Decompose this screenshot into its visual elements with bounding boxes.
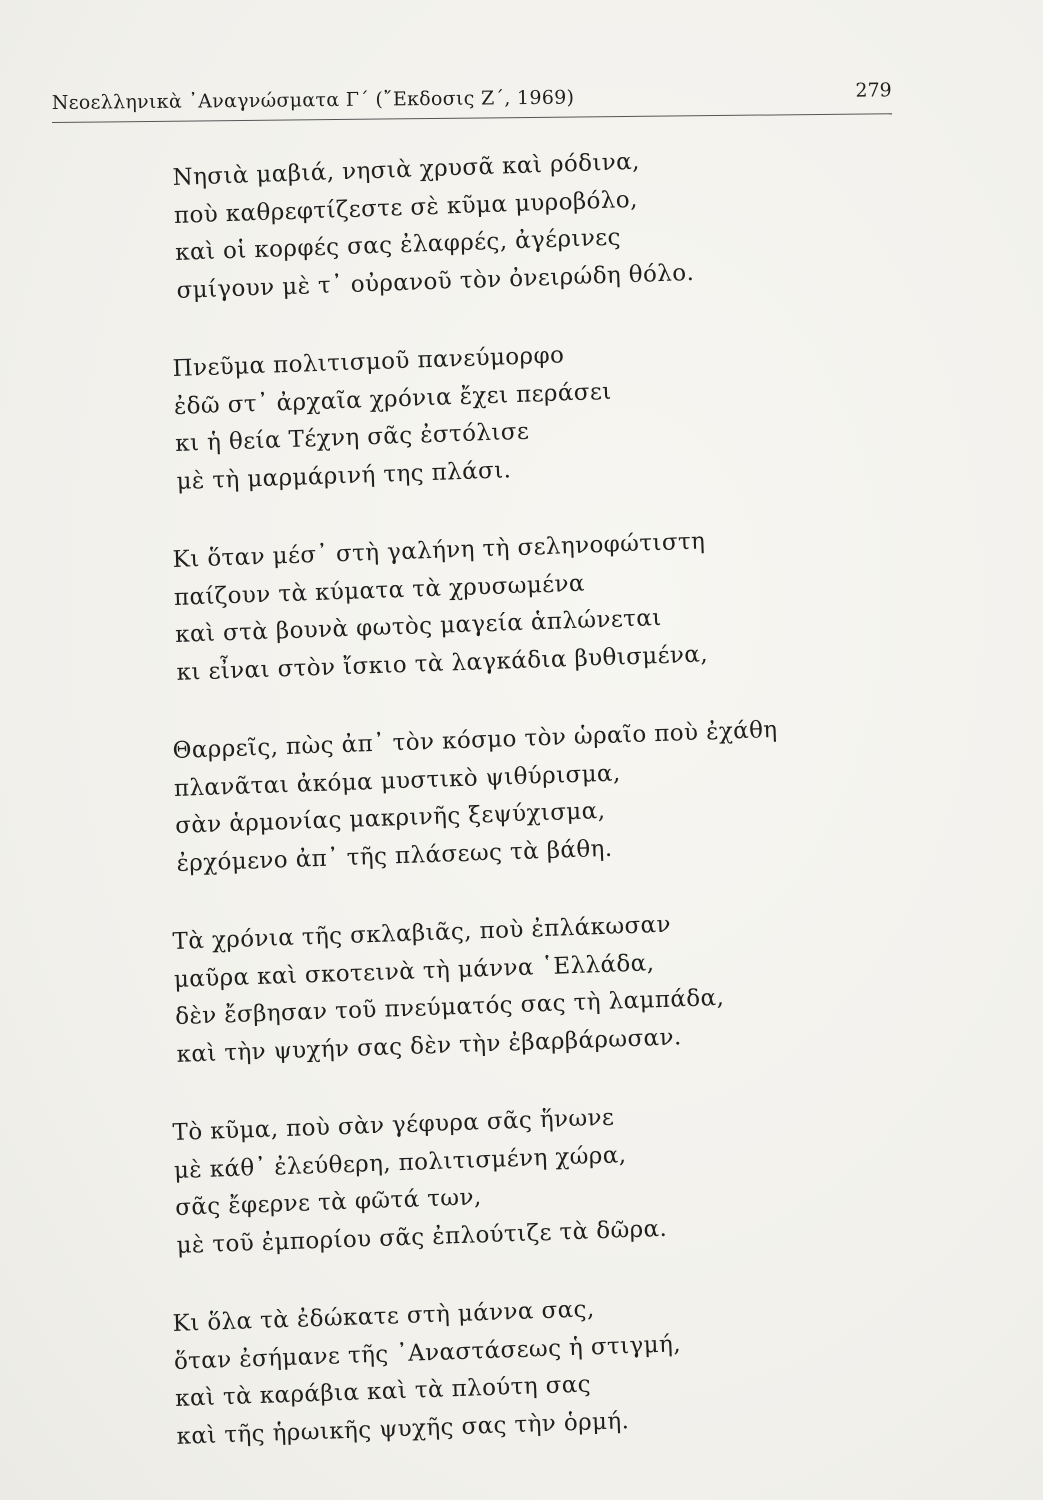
poem	[172, 148, 872, 1456]
stanza	[172, 1091, 877, 1265]
poem-line: ποὺ καθρεφτίζεστε σὲ κῦμα μυροβόλο,	[173, 186, 639, 229]
page-number: 279	[855, 79, 892, 102]
poem-line: μαῦρα καὶ σκοτεινὰ τὴ μάννα ῾Ελλάδα,	[173, 949, 655, 993]
stanza	[172, 709, 877, 883]
poem-line: καὶ τὴν ψυχήν σας δὲν τὴν ἐβαρβάρωσαν.	[176, 1023, 682, 1068]
poem-line: ἐρχόμενο ἀπ᾿ τῆς πλάσεως τὰ βάθη.	[176, 835, 613, 877]
poem-line: καὶ οἱ κορφές σας ἐλαφρές, ἀγέρινες	[174, 224, 622, 266]
poem-line: κι εἶναι στὸν ἴσκιο τὰ λαγκάδια βυθισμένα,	[176, 640, 709, 686]
running-header	[52, 79, 892, 123]
poem-line: κι ἡ θεία Τέχνη σᾶς ἐστόλισε	[174, 418, 530, 457]
poem-line: δὲν ἔσβησαν τοῦ πνεύματός σας τὴ λαμπάδα,	[174, 984, 725, 1030]
poem-line: καὶ τὰ καράβια καὶ τὰ πλούτη σας	[174, 1371, 592, 1412]
poem-line: ὅταν ἐσήμανε τῆς ᾿Αναστάσεως ἡ στιγμή,	[173, 1330, 682, 1375]
stanza	[172, 900, 877, 1074]
poem-line: Θαρρεῖς, πὼς ἀπ᾿ τὸν κόσμο τὸν ὡραῖο ποὺ ἐχάθη	[172, 716, 778, 764]
poem-line: μὲ τοῦ ἐμπορίου σᾶς ἐπλούτιζε τὰ δῶρα.	[176, 1215, 668, 1259]
poem-line: πλανᾶται ἀκόμα μυστικὸ ψιθύρισμα,	[173, 759, 622, 802]
poem-line: σὰν ἁρμονίας μακρινῆς ξεψύχισμα,	[174, 797, 606, 839]
poem-line: σᾶς ἔφερνε τὰ φῶτά των,	[174, 1184, 482, 1221]
book-title: Νεοελληνικὰ ᾿Αναγνώσματα Γ΄ (῎Εκδοσις Ζ΄, 1969)	[51, 86, 575, 115]
poem-line: σμίγουν μὲ τ᾿ οὐρανοῦ τὸν ὀνειρώδη θόλο.	[176, 259, 695, 304]
poem-line: Κι ὅλα τὰ ἐδώκατε στὴ μάννα σας,	[172, 1296, 596, 1337]
poem-line: Κι ὅταν μέσ᾿ στὴ γαλήνη τὴ σεληνοφώτιστη	[172, 528, 706, 573]
poem-line: καὶ στὰ βουνὰ φωτὸς μαγεία ἁπλώνεται	[174, 604, 663, 648]
poem-line: παίζουν τὰ κύματα τὰ χρυσωμένα	[173, 570, 586, 611]
poem-line: Νησιὰ μαβιά, νησιὰ χρυσᾶ καὶ ρόδινα,	[172, 148, 641, 191]
poem-line: Τὸ κῦμα, ποὺ σὰν γέφυρα σᾶς ἥνωνε	[172, 1104, 615, 1146]
poem-line: Τὰ χρόνια τῆς σκλαβιᾶς, ποὺ ἐπλάκωσαν	[172, 911, 672, 955]
stanza	[172, 136, 877, 310]
poem-line: Πνεῦμα πολιτισμοῦ πανεύμορφο	[172, 342, 565, 382]
poem-line: μὲ τὴ μαρμάρινή της πλάσι.	[176, 456, 512, 495]
stanza	[172, 518, 877, 692]
stanza	[172, 327, 877, 501]
stanza	[172, 1282, 877, 1456]
poem-line: μὲ κάθ᾿ ἐλεύθερη, πολιτισμένη χώρα,	[173, 1141, 627, 1184]
poem-line: ἐδῶ στ᾿ ἀρχαῖα χρόνια ἔχει περάσει	[173, 378, 612, 420]
poem-line: καὶ τῆς ἡρωικῆς ψυχῆς σας τὴν ὁρμή.	[176, 1407, 630, 1450]
